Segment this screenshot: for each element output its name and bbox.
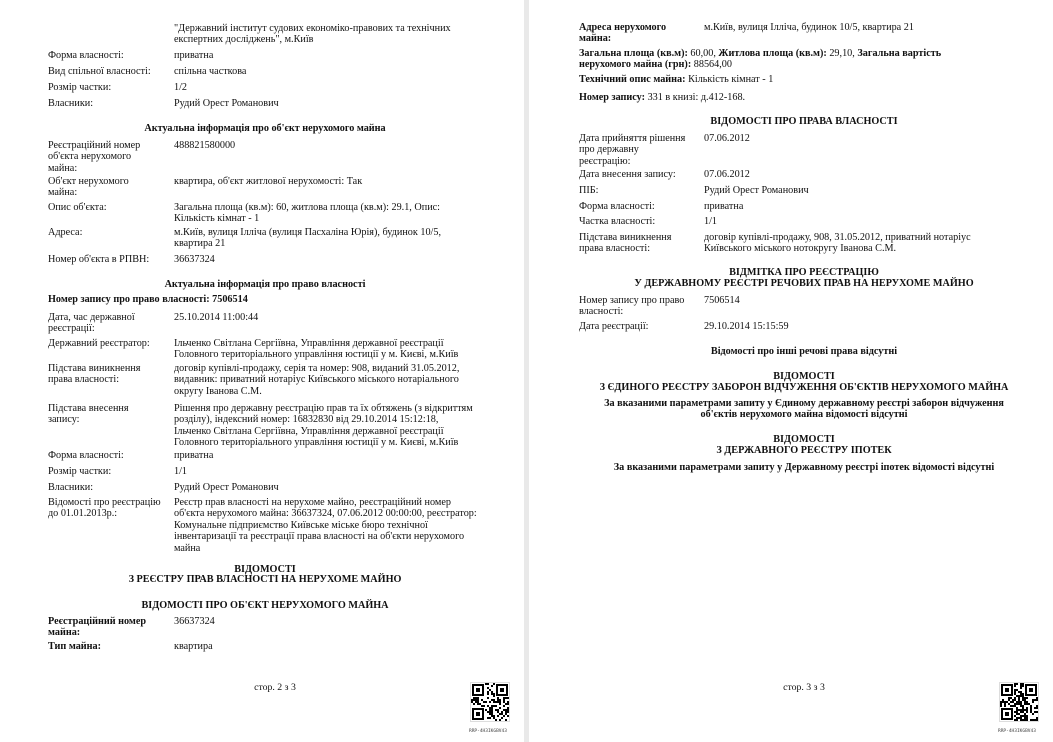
row-value: 07.06.2012 [704,133,750,144]
row-value: м.Київ, вулиця Ілліча (вулиця Пасхаліна Юрія), будинок 10/5, квартира 21 [174,227,442,250]
row-value: 29.10.2014 15:15:59 [704,321,789,332]
other-rights-notice: Відомості про інші речові права відсутні [710,346,898,357]
tech-description-label: Технічний опис майна: [579,74,686,85]
record-number-line: Номер запису про право власності: 7506514 [48,294,248,305]
row-value: спільна часткова [174,66,247,77]
living-area-value: 29,10, [826,48,858,59]
registration-mark-title-2: У ДЕРЖАВНОМУ РЕЄСТРІ РЕЧОВИХ ПРАВ НА НЕРУХОМЕ МАЙНО [634,278,974,289]
row-label: Адреса: [48,227,83,238]
info-title-3: ВІДОМОСТІ ПРО ОБ'ЄКТ НЕРУХОМОГО МАЙНА [141,600,389,611]
total-area-value: 60,00, [687,48,719,59]
ownership-rights-title: ВІДОМОСТІ ПРО ПРАВА ВЛАСНОСТІ [710,116,898,127]
document-page-2 [0,0,524,742]
row-value: 36637324 [174,254,215,265]
ban-text: За вказаними параметрами запиту у Єдиному державному реєстрі заборон відчуження об'єктів нерухомого майна відомості відсутні [604,398,1004,421]
total-cost-label-2: нерухомого майна (грн): [579,59,692,71]
row-label: Об'єкт нерухомого майна: [48,176,129,199]
registration-mark-title-1: ВІДМІТКА ПРО РЕЄСТРАЦІЮ [729,267,879,278]
total-area-label: Загальна площа (кв.м): [579,48,688,59]
reg-number-value: 36637324 [174,616,215,627]
row-label: Відомості про реєстрацію до 01.01.2013р.: [48,497,161,520]
record-label: Номер запису: [579,92,646,103]
page-number: стор. 2 з 3 [254,682,296,693]
row-label: Частка власності: [579,216,656,227]
row-label: Реєстраційний номер об'єкта нерухомого майна: [48,140,141,174]
row-value: договір купівлі-продажу, 908, 31.05.2012, приватний нотаріус Київського міського нотокругу Іванова С.М. [704,232,971,255]
address-value: м.Київ, вулиця Ілліча, будинок 10/5, квартира 21 [704,22,914,33]
record-line [579,92,999,103]
row-value: Реєстр прав власності на нерухоме майно, реєстраційний номер об'єкта нерухомого майна: 36637324, 07.06.2012 00:00:00, реєстратор: Комунальне підприємство Київське міське бюро технічної інвентаризації та реєстрації права власності на об'єкти нерухомого майна [174,497,477,554]
row-label: Вид спільної власності: [48,66,151,77]
tech-description-value: Кількість кімнат - 1 [685,74,774,85]
row-value: Рудий Орест Романович [174,98,279,109]
row-label: Форма власності: [579,201,655,212]
expert-institute-name: "Державний інститут судових економіко-правових та технічних експертних досліджень", м.Київ [174,23,451,46]
row-value: договір купівлі-продажу, серія та номер: 908, виданий 31.05.2012, видавник: приватний нотаріус Київського міського нотаріального округу Іванова С.М. [174,363,460,397]
row-label: Розмір частки: [48,82,112,93]
ban-title-2: З ЄДИНОГО РЕЄСТРУ ЗАБОРОН ВІДЧУЖЕННЯ ОБ'ЄКТІВ НЕРУХОМОГО МАЙНА [599,382,1009,393]
total-cost-label: Загальна вартість [857,48,942,59]
row-label: ПІБ: [579,185,599,196]
row-value: квартира, об'єкт житлової нерухомості: Так [174,176,363,187]
row-label: Форма власності: [48,50,124,61]
mortgage-title-1: ВІДОМОСТІ [773,434,835,445]
row-label: Форма власності: [48,450,124,461]
row-label: Номер запису про право власності: [579,295,685,318]
row-value: приватна [174,450,214,461]
row-value: Загальна площа (кв.м): 60, житлова площа (кв.м): 29.1, Опис: Кількість кімнат - 1 [174,202,441,225]
row-label: Підстава виникнення права власності: [48,363,141,386]
row-label: Дата реєстрації: [579,321,649,332]
row-label: Дата внесення запису: [579,169,676,180]
address-label: Адреса нерухомого майна: [579,22,667,45]
row-value: 488821580000 [174,140,236,151]
record-value: 331 в книзі: д.412-168. [645,92,746,103]
info-title-2: З РЕЄСТРУ ПРАВ ВЛАСНОСТІ НА НЕРУХОМЕ МАЙНО [128,574,402,585]
qr-code-caption: RRP-4H3IKGBV43 [998,729,1036,734]
row-value: 1/2 [174,82,188,93]
mortgage-title-2: З ДЕРЖАВНОГО РЕЄСТРУ ІПОТЕК [716,445,892,456]
mortgage-text: За вказаними параметрами запиту у Державному реєстрі іпотек відомості відсутні [613,462,995,473]
qr-code-icon [470,682,510,722]
row-label: Опис об'єкта: [48,202,107,213]
row-value: Рудий Орест Романович [174,482,279,493]
row-value: приватна [704,201,744,212]
row-value: приватна [174,50,214,61]
row-label: Номер об'єкта в РПВН: [48,254,150,265]
row-label: Власники: [48,482,94,493]
row-label: Власники: [48,98,94,109]
row-value: 25.10.2014 11:00:44 [174,312,259,323]
reg-number-label: Реєстраційний номер майна: [48,616,147,639]
row-label: Підстава внесення запису: [48,403,129,426]
section-object-title: Актуальна інформація про об'єкт нерухомого майна [144,123,386,134]
row-value: Ільченко Світлана Сергіївна, Управління державної реєстрації Головного територіального управління юстиції у м. Києві, м.Київ [174,338,459,361]
row-value: 1/1 [174,466,188,477]
page-number: стор. 3 з 3 [783,682,825,693]
document-page-3 [529,0,1053,742]
row-value: 1/1 [704,216,718,227]
area-line [579,48,999,71]
qr-code-icon [999,682,1039,722]
tech-description-line [579,74,999,85]
property-type-label: Тип майна: [48,641,102,652]
total-cost-value: 88564,00 [691,59,732,71]
row-value: 07.06.2012 [704,169,750,180]
row-label: Державний реєстратор: [48,338,150,349]
row-value: 7506514 [704,295,740,306]
qr-code-caption: RRP-4H3IKGBV43 [469,729,507,734]
living-area-label: Житлова площа (кв.м): [718,48,827,59]
row-value: Рішення про державну реєстрацію прав та їх обтяжень (з відкриттям розділу), індексний номер: 16832830 від 29.10.2014 15:12:18, Ільченко Світлана Сергіївна, Управління державної реєстрації Головного територіального управління юстиції у м. Києві, м.Київ [174,403,473,449]
property-type-value: квартира [174,641,213,652]
row-label: Дата прийняття рішення про державну реєстрацію: [579,133,686,167]
info-title-1: ВІДОМОСТІ [234,564,296,575]
row-label: Дата, час державної реєстрації: [48,312,135,335]
row-value: Рудий Орест Романович [704,185,809,196]
row-label: Підстава виникнення права власності: [579,232,672,255]
row-label: Розмір частки: [48,466,112,477]
ban-title-1: ВІДОМОСТІ [773,371,835,382]
section-right-title: Актуальна інформація про право власності [164,279,366,290]
